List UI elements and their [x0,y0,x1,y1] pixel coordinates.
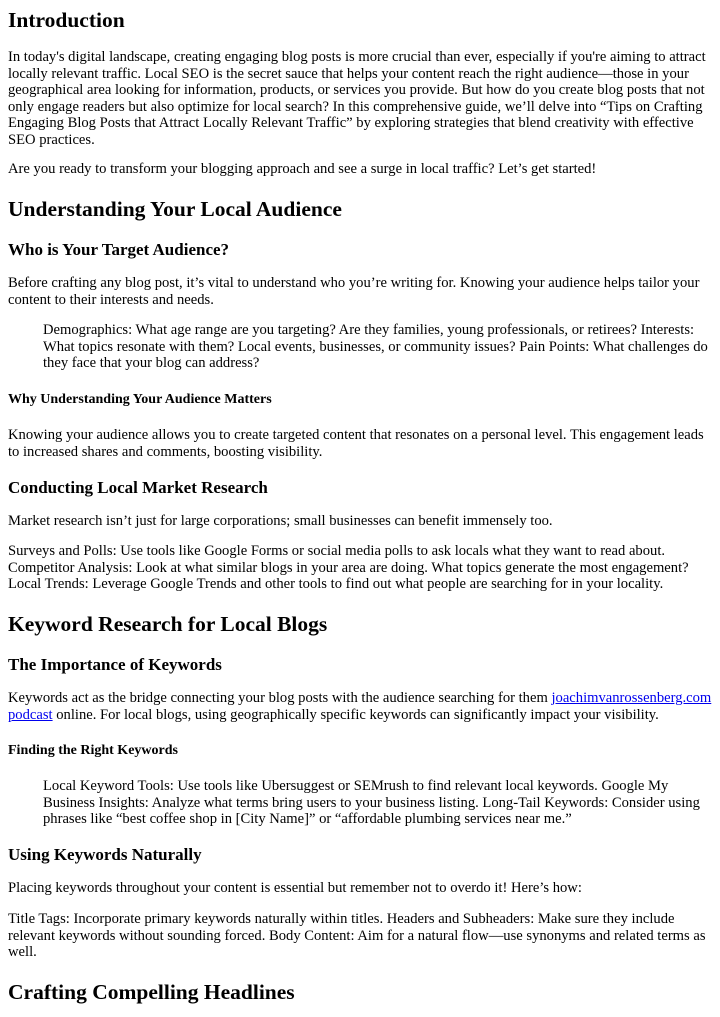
why-audience-paragraph: Knowing your audience allows you to create targeted content that resonates on a personal level. This engagement leads to increased shares and comments, boosting visibility. [8,427,704,460]
target-audience-paragraph: Before crafting any blog post, it’s vital to understand who you’re writing for. Knowing your audience helps tailor your content to their interests and needs. [8,275,700,308]
keywords-importance-text-after: online. For local blogs, using geographically specific keywords can significantly impact your visibility. [52,706,659,723]
keywords-naturally-paragraph-2: Title Tags: Incorporate primary keywords naturally within titles. Headers and Subheaders: Make sure they include relevant keywords without sounding forced. Body Content: Aim for a natural flow—use synonyms and related terms as well. [8,911,706,960]
finding-keywords-blockquote: Local Keyword Tools: Use tools like Ubersuggest or SEMrush to find relevant local keywords. Google My Business Insights: Analyze what terms bring users to your business listing. Long-Tail Keywords: Consider using phrases like “best coffee shop in [City Name]” or “affordable plumbing services near me.” [43,778,700,827]
heading-using-keywords-naturally: Using Keywords Naturally [8,845,202,864]
heading-understanding-local-audience: Understanding Your Local Audience [8,197,342,221]
heading-local-market-research: Conducting Local Market Research [8,478,268,497]
heading-finding-right-keywords: Finding the Right Keywords [8,743,178,758]
heading-crafting-headlines: Crafting Compelling Headlines [8,980,295,1004]
market-research-paragraph-1: Market research isn’t just for large corporations; small businesses can benefit immensely too. [8,513,553,529]
target-audience-blockquote: Demographics: What age range are you targeting? Are they families, young professionals, or retirees? Interests: What topics resonate with them? Local events, businesses, or community issues? Pain Points: What challenges do they face that your blog can address? [43,322,708,371]
market-research-paragraph-2: Surveys and Polls: Use tools like Google Forms or social media polls to ask locals what they want to read about. Competitor Analysis: Look at what similar blogs in your area are doing. What topics generate the most engagement? Local Trends: Leverage Google Trends and other tools to find out what people are searching for in your locality. [8,543,689,592]
heading-why-audience-matters: Why Understanding Your Audience Matters [8,392,272,407]
keywords-importance-text-before: Keywords act as the bridge connecting your blog posts with the audience searching for them [8,690,552,706]
heading-introduction: Introduction [8,8,125,32]
intro-paragraph-1: In today's digital landscape, creating engaging blog posts is more crucial than ever, especially if you're aiming to attract locally relevant traffic. Local SEO is the secret sauce that helps your content reach the right audience—those in your geographical area looking for information, products, or services you provide. But how do you create blog posts that not only engage readers but also optimize for local search? In this comprehensive guide, we’ll delve into “Tips on Crafting Engaging Blog Posts that Attract Locally Relevant Traffic” by exploring strategies that blend creativity with effective SEO practices. [8,49,706,148]
keywords-naturally-paragraph-1: Placing keywords throughout your content is essential but remember not to overdo it! Here’s how: [8,880,582,896]
keywords-importance-paragraph [8,690,712,723]
heading-importance-of-keywords: The Importance of Keywords [8,655,222,674]
heading-target-audience: Who is Your Target Audience? [8,240,230,259]
heading-keyword-research: Keyword Research for Local Blogs [8,612,328,636]
podcast-link[interactable]: joachimvanrossenberg.com podcast [8,690,712,723]
intro-paragraph-2: Are you ready to transform your blogging approach and see a surge in local traffic? Let’s get started! [8,161,597,177]
